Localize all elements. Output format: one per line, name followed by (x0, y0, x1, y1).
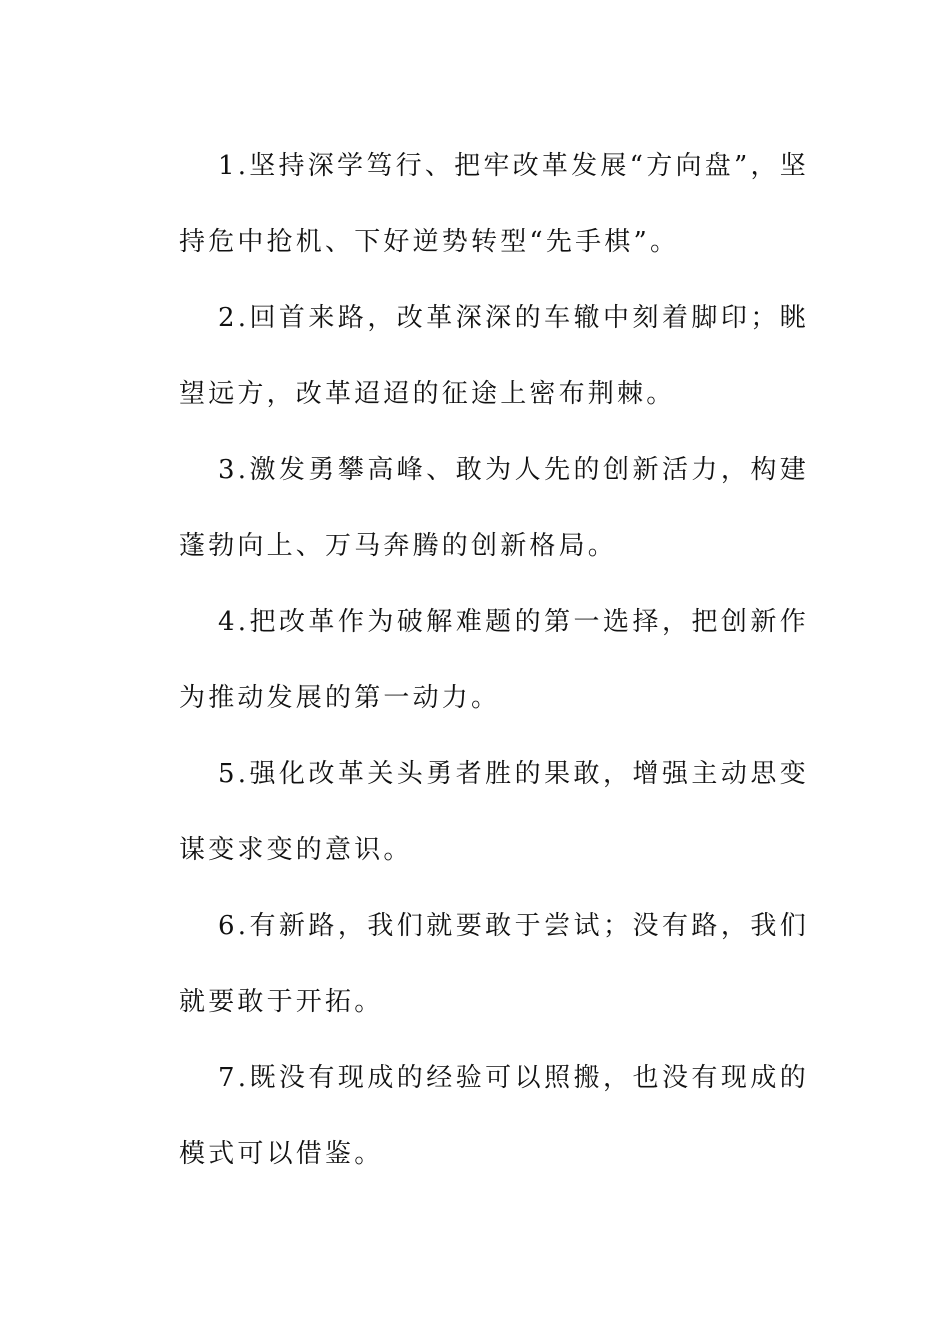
paragraph-1: 1.坚持深学笃行、把牢改革发展“方向盘”，坚持危中抢机、下好逆势转型“先手棋”。 (179, 151, 809, 257)
paragraph-5: 5.强化改革关头勇者胜的果敢，增强主动思变谋变求变的意识。 (179, 759, 809, 865)
paragraph-2: 2.回首来路，改革深深的车辙中刻着脚印；眺望远方，改革迢迢的征途上密布荆棘。 (179, 303, 809, 409)
paragraph-7: 7.既没有现成的经验可以照搬，也没有现成的模式可以借鉴。 (179, 1063, 809, 1169)
document-body (179, 128, 809, 1192)
paragraph-6: 6.有新路，我们就要敢于尝试；没有路，我们就要敢于开拓。 (179, 911, 809, 1017)
paragraph-3: 3.激发勇攀高峰、敢为人先的创新活力，构建蓬勃向上、万马奔腾的创新格局。 (179, 455, 809, 561)
paragraph-4: 4.把改革作为破解难题的第一选择，把创新作为推动发展的第一动力。 (179, 607, 809, 713)
